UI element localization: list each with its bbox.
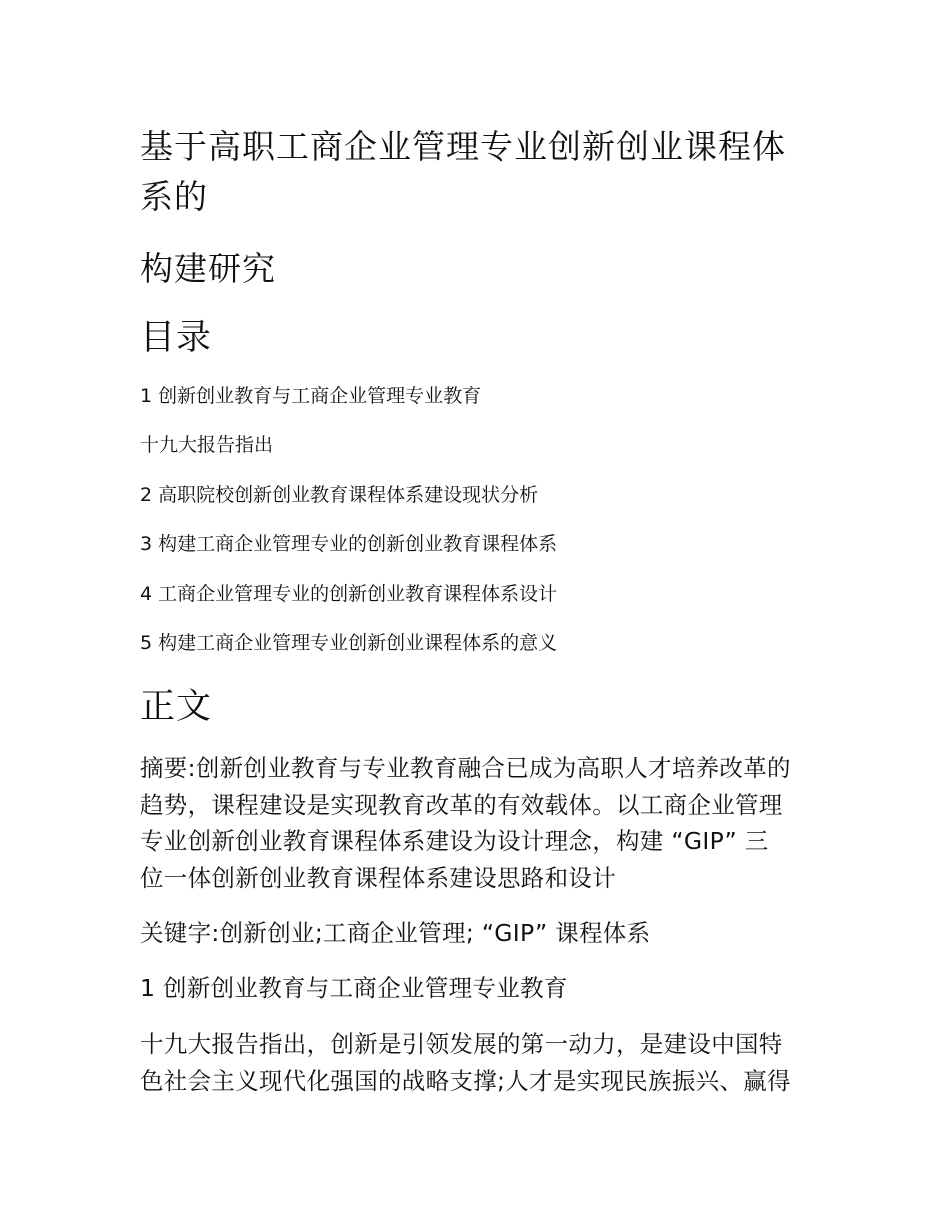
abstract-paragraph — [140, 750, 812, 896]
section-1-line-2: 色社会主义现代化强国的战略支撑;人才是实现民族振兴、赢得 — [140, 1066, 791, 1095]
document-title — [140, 122, 820, 222]
title-line-1: 基于高职工商企业管理专业创新创业课程体 — [140, 127, 786, 166]
keywords-line: 关键字:创新创业;工商企业管理; “GIP” 课程体系 — [140, 919, 651, 947]
toc-heading: 目录 — [140, 318, 213, 358]
abstract-line-2: 趋势，课程建设是实现教育改革的有效载体。以工商企业管理 — [140, 790, 783, 819]
section-1-line-1: 十九大报告指出，创新是引领发展的第一动力，是建设中国特 — [140, 1030, 783, 1058]
document-subtitle: 构建研究 — [140, 249, 276, 288]
body-heading: 正文 — [140, 687, 213, 727]
toc-item-4: 3 构建工商企业管理专业的创新创业教育课程体系 — [140, 533, 558, 555]
abstract-line-1: 摘要:创新创业教育与专业教育融合已成为高职人才培养改革的 — [140, 754, 791, 782]
section-1-heading: 1 创新创业教育与工商企业管理专业教育 — [140, 974, 568, 1002]
abstract-line-3: 专业创新创业教育课程体系建设为设计理念，构建 “GIP” 三 — [140, 827, 769, 855]
toc-item-5: 4 工商企业管理专业的创新创业教育课程体系设计 — [140, 583, 558, 605]
toc-item-3: 2 高职院校创新创业教育课程体系建设现状分析 — [140, 484, 539, 506]
toc-item-6: 5 构建工商企业管理专业创新创业课程体系的意义 — [140, 632, 558, 654]
section-1-paragraph — [140, 1026, 812, 1099]
toc-item-1: 1 创新创业教育与工商企业管理专业教育 — [140, 385, 482, 407]
toc-item-2: 十九大报告指出 — [140, 434, 274, 456]
abstract-line-4: 位一体创新创业教育课程体系建设思路和设计 — [140, 863, 616, 892]
title-line-2: 系的 — [140, 177, 208, 216]
